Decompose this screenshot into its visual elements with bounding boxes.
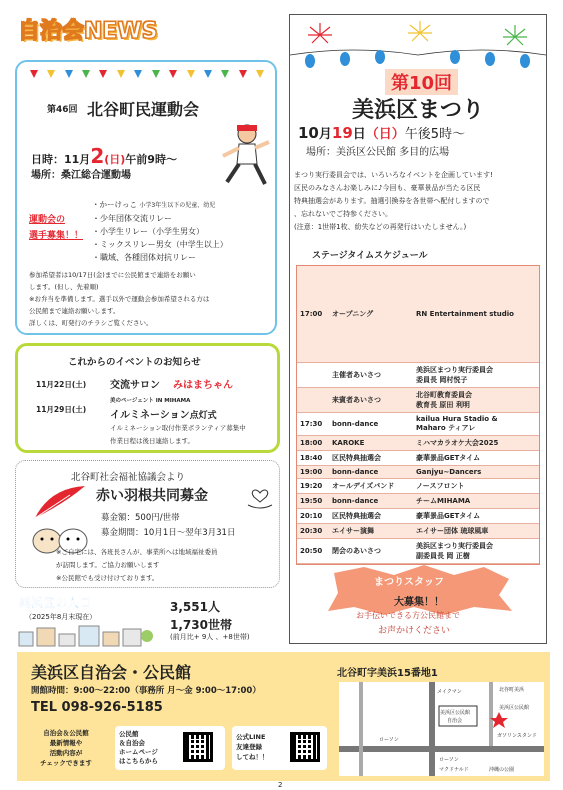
map-label-center2: 自治会 xyxy=(447,718,463,724)
recruit-line1: 運動会の xyxy=(29,215,66,225)
sports-edition: 第46回 xyxy=(47,105,78,115)
upcoming-highlight-0: みはまちゃん xyxy=(173,380,233,391)
schedule-detail-line: kailua Hura Stadio & xyxy=(416,415,498,423)
redfeather-note1: ※ご自宅には、各班長さんが、事業所へは地域福祉委員 xyxy=(56,548,218,556)
schedule-detail xyxy=(413,539,539,564)
upcoming-events-box xyxy=(15,343,280,453)
line-qr-label: 公式LINE 友達登録 してね！！ xyxy=(236,733,269,761)
schedule-row xyxy=(297,539,539,564)
sports-note-1: します。(但し、先着順) xyxy=(29,283,99,291)
schedule-detail-line: 委員長 岡村悦子 xyxy=(416,376,468,384)
sports-note-3: 公民館まで連絡お願いします。 xyxy=(29,307,120,315)
map-label-lawson1: ローソン xyxy=(379,737,399,743)
schedule-time: 19:00 xyxy=(297,466,329,479)
schedule-time: 19:20 xyxy=(297,479,329,494)
red-feather-icon xyxy=(30,483,90,523)
schedule-row xyxy=(297,451,539,466)
schedule-title: ステージタイムスケジュール xyxy=(312,251,428,261)
schedule-time: 17:00 xyxy=(297,266,329,363)
sports-notes xyxy=(29,269,274,329)
schedule-event: 区民特典抽選会 xyxy=(329,451,413,466)
line-qr-card[interactable] xyxy=(232,726,327,770)
schedule-event: KAROKE xyxy=(329,436,413,451)
schedule-detail-line: Maharo ティアレ xyxy=(416,424,476,432)
upcoming-date-0: 11月22日(土) xyxy=(36,380,87,389)
schedule-detail-line: 美浜区まつり実行委員会 xyxy=(416,366,493,374)
schedule-detail xyxy=(413,413,539,436)
redfeather-title: 赤い羽根共同募金 xyxy=(96,488,208,504)
sports-event-0: ・かーけっこ 小学3年生以下の児童、幼児 xyxy=(92,200,216,209)
schedule-detail-line: 北谷町教育委員会 xyxy=(416,391,472,399)
schedule-detail-line: 美浜区まつり実行委員会 xyxy=(416,542,493,550)
upcoming-note-2: 作業日程は後日連絡します。 xyxy=(110,437,194,445)
footer-address: 北谷町字美浜15番地1 xyxy=(337,668,438,679)
sports-place: 場所：桑江総合運動場 xyxy=(31,170,131,181)
upcoming-heading: これからのイベントのお知らせ xyxy=(68,357,201,368)
redfeather-org: 北谷町社会福祉協議会より xyxy=(71,472,186,483)
sports-note-0: 参加希望者は10/17日(金)までに公民館まで連絡をお願い xyxy=(29,271,196,279)
redfeather-note2: が訪問します。ご協力お願いします xyxy=(56,561,160,569)
schedule-detail xyxy=(413,363,539,388)
population-people: 3,551人 xyxy=(170,600,220,614)
redfeather-note3: ※公民館でも受け付けております。 xyxy=(56,574,159,582)
map-label-gas: ガソリンスタンド xyxy=(497,733,537,739)
schedule-event: エイサー演舞 xyxy=(329,524,413,539)
hp-qr-label: 公民館 ＆自治会 ホームページ はこちらから xyxy=(119,730,158,765)
festival-date: 10月19日（日）午後5時〜 xyxy=(298,124,466,142)
schedule-time: 17:30 xyxy=(297,413,329,436)
schedule-row xyxy=(297,363,539,388)
sports-title: 北谷町民運動会 xyxy=(87,100,200,119)
news-title: 自治会NEWS xyxy=(18,19,158,44)
festival-box xyxy=(289,14,547,644)
festival-desc-1: 区民のみなさんお楽しみに♪今回も、豪華景品が当たる区民 xyxy=(294,184,481,192)
festival-desc-0: まつり実行委員会では、いろいろなイベントを企画しています! xyxy=(294,171,493,179)
schedule-event: bonn-dance xyxy=(329,413,413,436)
sports-date: 日時：11月2(日)午前9時〜 xyxy=(31,144,177,168)
sports-event-1: ・少年団体交流リレー xyxy=(92,214,172,223)
hp-qr-card[interactable] xyxy=(115,726,225,770)
hp-qr-code-icon[interactable] xyxy=(183,732,213,762)
schedule-row xyxy=(297,266,539,363)
schedule-detail-line: 豪華景品GETタイム xyxy=(416,454,481,462)
footer-hours: 開館時間：9:00〜22:00（事務所 月〜金 9:00〜17:00） xyxy=(31,686,261,696)
upcoming-small-1: 美のページェント IN MIHAMA xyxy=(110,398,191,404)
map-label-shop: 美浜区公民館 xyxy=(499,705,530,711)
schedule-event: bonn-dance xyxy=(329,466,413,479)
festival-edition: 第10回 xyxy=(385,69,458,95)
schedule-time xyxy=(297,363,329,388)
population-households: 1,730世帯 xyxy=(170,618,232,632)
festival-title: 美浜区まつり xyxy=(352,98,485,123)
staff-note1: お手伝いできる方公民館まで xyxy=(356,611,460,620)
schedule-event: 来賓者あいさつ xyxy=(329,388,413,413)
schedule-detail-line: ノースフロント xyxy=(416,482,465,490)
schedule-detail xyxy=(413,509,539,524)
schedule-time: 18:40 xyxy=(297,451,329,466)
schedule-row xyxy=(297,436,539,451)
schedule-event: 区民特典抽選会 xyxy=(329,509,413,524)
schedule-time xyxy=(297,388,329,413)
schedule-detail xyxy=(413,436,539,451)
schedule-detail-line: RN Entertainment studio xyxy=(416,310,514,318)
schedule-detail-line: Ganjyu~Dancers xyxy=(416,468,482,476)
redfeather-period: 募金期間：10月1日〜翌年3月31日 xyxy=(101,528,236,538)
population-section xyxy=(15,592,280,648)
population-asof: （2025年8月末現在） xyxy=(25,613,97,621)
upcoming-title-0: 交流サロン xyxy=(110,380,160,391)
sports-day-box xyxy=(15,60,277,335)
map[interactable] xyxy=(339,682,544,776)
schedule-detail xyxy=(413,524,539,539)
schedule-event: 閉会のあいさつ xyxy=(329,539,413,564)
schedule-event: 主催者あいさつ xyxy=(329,363,413,388)
footer xyxy=(17,652,550,781)
schedule-row xyxy=(297,413,539,436)
upcoming-note-1: イルミネーション取付作業ボランティア募集中 xyxy=(110,424,246,432)
schedule-detail-line: エイサー団体 琉球風車 xyxy=(416,527,489,535)
flag-banner xyxy=(25,70,269,80)
schedule-detail xyxy=(413,494,539,509)
upcoming-date-1: 11月29日(土) xyxy=(36,405,87,414)
festival-place: 場所：美浜区公民館 多目的広場 xyxy=(306,147,450,158)
schedule-time: 20:30 xyxy=(297,524,329,539)
schedule-detail xyxy=(413,466,539,479)
schedule-event: オールデイズバンド xyxy=(329,479,413,494)
sports-event-4: ・職域、各種団体対抗リレー xyxy=(92,253,196,262)
sports-event-list xyxy=(92,198,272,264)
schedule-detail xyxy=(413,451,539,466)
schedule-detail-line: 副委員長 岡 正樹 xyxy=(416,552,470,560)
redfeather-amount: 募金額：500円/世帯 xyxy=(101,513,180,523)
schedule-detail-line: 教育長 原田 利明 xyxy=(416,401,470,409)
map-label-lawson2: ローソン xyxy=(439,757,459,763)
hands-heart-icon xyxy=(246,483,274,511)
footer-name: 美浜区自治会・公民館 xyxy=(31,663,192,682)
schedule-row xyxy=(297,388,539,413)
line-qr-code-icon[interactable] xyxy=(290,732,320,762)
footer-tel: TEL 098-926-5185 xyxy=(31,700,163,715)
schedule-row xyxy=(297,466,539,479)
staff-title: まつりスタッフ xyxy=(374,577,444,588)
map-label-mac: マクドナルド xyxy=(439,767,469,773)
schedule-detail xyxy=(413,266,539,363)
schedule-detail xyxy=(413,479,539,494)
schedule-row xyxy=(297,494,539,509)
schedule-time: 19:50 xyxy=(297,494,329,509)
festival-desc-4: (注意：1世帯1枚、紛失などの再発行はいたしません。) xyxy=(294,223,467,231)
recruit-line2: 選手募集！！ xyxy=(29,231,84,241)
population-change: (前月比+ 9人 、+8世帯) xyxy=(170,633,250,641)
upcoming-title-1: イルミネーション点灯式 xyxy=(110,410,217,421)
schedule-row xyxy=(297,479,539,494)
map-label-center: 美浜区公民館 xyxy=(440,710,471,716)
population-title: 美浜区の人口 xyxy=(19,596,92,610)
schedule-time: 20:10 xyxy=(297,509,329,524)
schedule-table xyxy=(297,266,539,564)
schedule-detail-line: チームMIHAMA xyxy=(416,497,471,505)
red-feather-box xyxy=(15,460,280,588)
town-illustration xyxy=(17,622,157,648)
schedule-detail-line: 豪華景品GETタイム xyxy=(416,512,481,520)
sports-note-4: 詳しくは、町発行のチラシご覧ください。 xyxy=(29,319,153,327)
sports-event-2: ・小学生リレー（小学生男女） xyxy=(92,227,204,236)
runner-icon xyxy=(217,122,272,192)
map-label-police: 沖縄の公園 xyxy=(489,767,515,773)
schedule-event: bonn-dance xyxy=(329,494,413,509)
festival-desc-3: 、忘れないでご持参ください。 xyxy=(294,210,392,218)
schedule-time: 18:00 xyxy=(297,436,329,451)
sports-note-2: ※お弁当を準備します。選手以外で運動会参加希望される方は xyxy=(29,295,210,303)
schedule-row xyxy=(297,509,539,524)
sports-event-3: ・ミックスリレー男女（中学生以上） xyxy=(92,240,228,249)
festival-description xyxy=(294,169,544,234)
schedule-time: 20:50 xyxy=(297,539,329,564)
schedule-detail xyxy=(413,388,539,413)
staff-note2: お声かけください xyxy=(378,626,451,636)
staff-sub: 大募集！！ xyxy=(394,597,444,608)
schedule-row xyxy=(297,524,539,539)
footer-info: 自治会＆公民館 最新情報や 活動内容が チェックできます xyxy=(40,729,92,767)
schedule-event: オープニング xyxy=(329,266,413,363)
schedule-table-wrap xyxy=(296,265,540,565)
schedule-detail-line: ミハマカラオケ大会2025 xyxy=(416,439,499,447)
festival-desc-2: 特典抽選会があります。抽選引換券を各世帯へ配付しますので xyxy=(294,197,490,205)
page-number: 2 xyxy=(278,781,283,789)
map-label-maydream: メイクマン xyxy=(437,689,462,695)
map-label-right: 北谷町美浜 xyxy=(499,687,525,693)
